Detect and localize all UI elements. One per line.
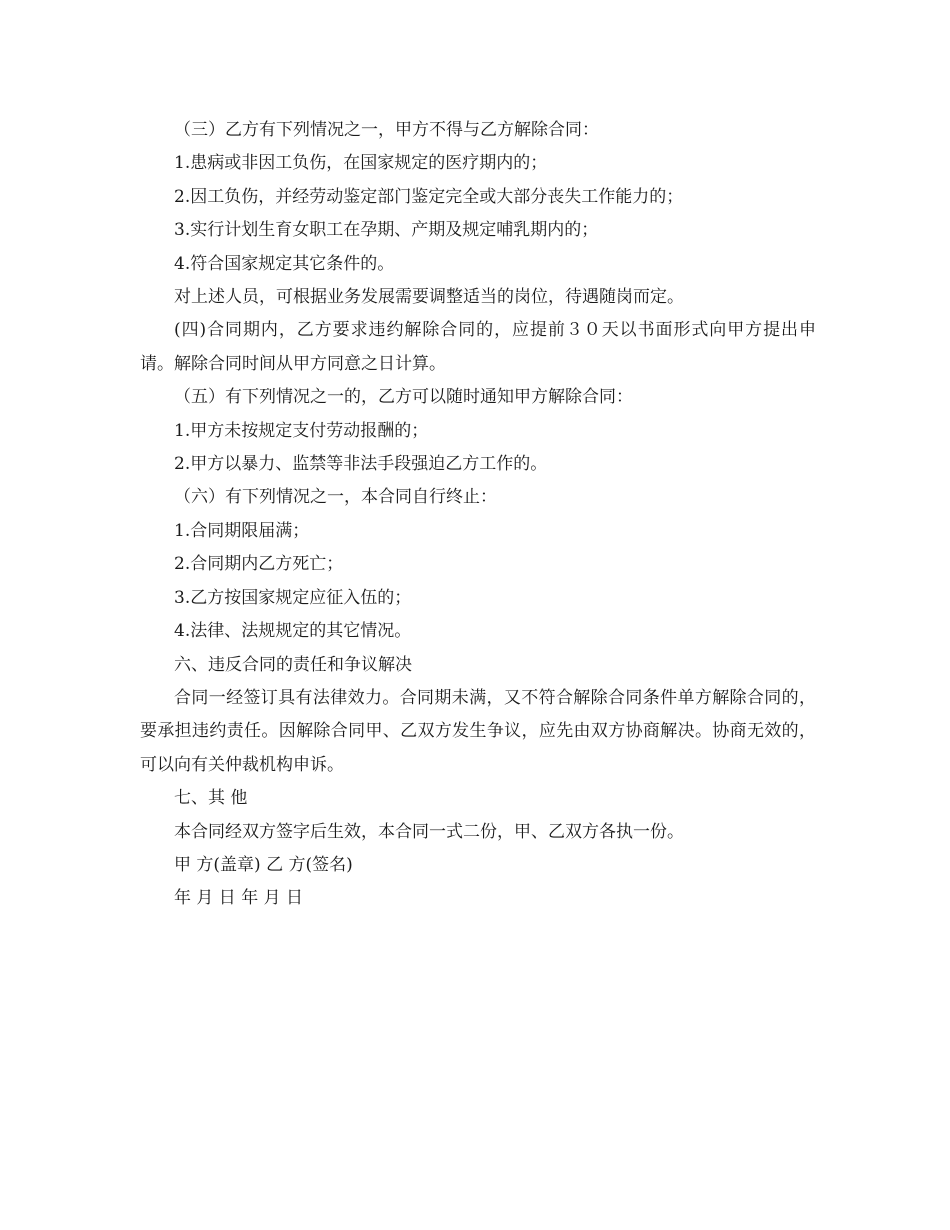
clause-3-item-1: 1.患病或非因工负伤，在国家规定的医疗期内的；	[174, 153, 548, 174]
signature-line: 甲 方(盖章) 乙 方(签名)	[174, 854, 353, 875]
section-7-heading: 七、其 他	[174, 788, 248, 809]
section-6-body: 合同一经签订具有法律效力。合同期未满，又不符合解除合同条件单方解除合同的，要承担违约责任。因解除合同甲、乙双方发生争议，应先由双方协商解决。协商无效的，可以向有关仲裁机构申诉。	[140, 687, 816, 775]
clause-6-item-2: 2.合同期内乙方死亡；	[174, 554, 344, 575]
section-7-body: 本合同经双方签字后生效，本合同一式二份，甲、乙双方各执一份。	[174, 821, 684, 842]
clause-3-item-2: 2.因工负伤，并经劳动鉴定部门鉴定完全或大部分丧失工作能力的；	[174, 186, 684, 207]
clause-5-heading: （五）有下列情况之一的，乙方可以随时通知甲方解除合同：	[174, 387, 633, 408]
clause-5-item-1: 1.甲方未按规定支付劳动报酬的；	[174, 420, 429, 441]
clause-3-heading: （三）乙方有下列情况之一，甲方不得与乙方解除合同：	[174, 120, 599, 140]
clause-6-item-3: 3.乙方按国家规定应征入伍的；	[174, 587, 412, 608]
clause-3-item-4: 4.符合国家规定其它条件的。	[174, 253, 395, 274]
document-body	[140, 114, 816, 916]
clause-6-item-4: 4.法律、法规规定的其它情况。	[174, 621, 412, 642]
clause-6-heading: （六）有下列情况之一，本合同自行终止：	[174, 487, 497, 508]
section-6-heading: 六、违反合同的责任和争议解决	[174, 654, 412, 675]
clause-3-item-3: 3.实行计划生育女职工在孕期、产期及规定哺乳期内的；	[174, 220, 599, 241]
clause-5-item-2: 2.甲方以暴力、监禁等非法手段强迫乙方工作的。	[174, 454, 548, 475]
clause-6-item-1: 1.合同期限届满；	[174, 520, 310, 541]
date-line: 年 月 日 年 月 日	[174, 888, 304, 909]
clause-3-note: 对上述人员，可根据业务发展需要调整适当的岗位，待遇随岗而定。	[174, 287, 684, 308]
clause-4: (四)合同期内，乙方要求违约解除合同的，应提前３０天以书面形式向甲方提出申请。解除合同时间从甲方同意之日计算。	[140, 320, 816, 374]
